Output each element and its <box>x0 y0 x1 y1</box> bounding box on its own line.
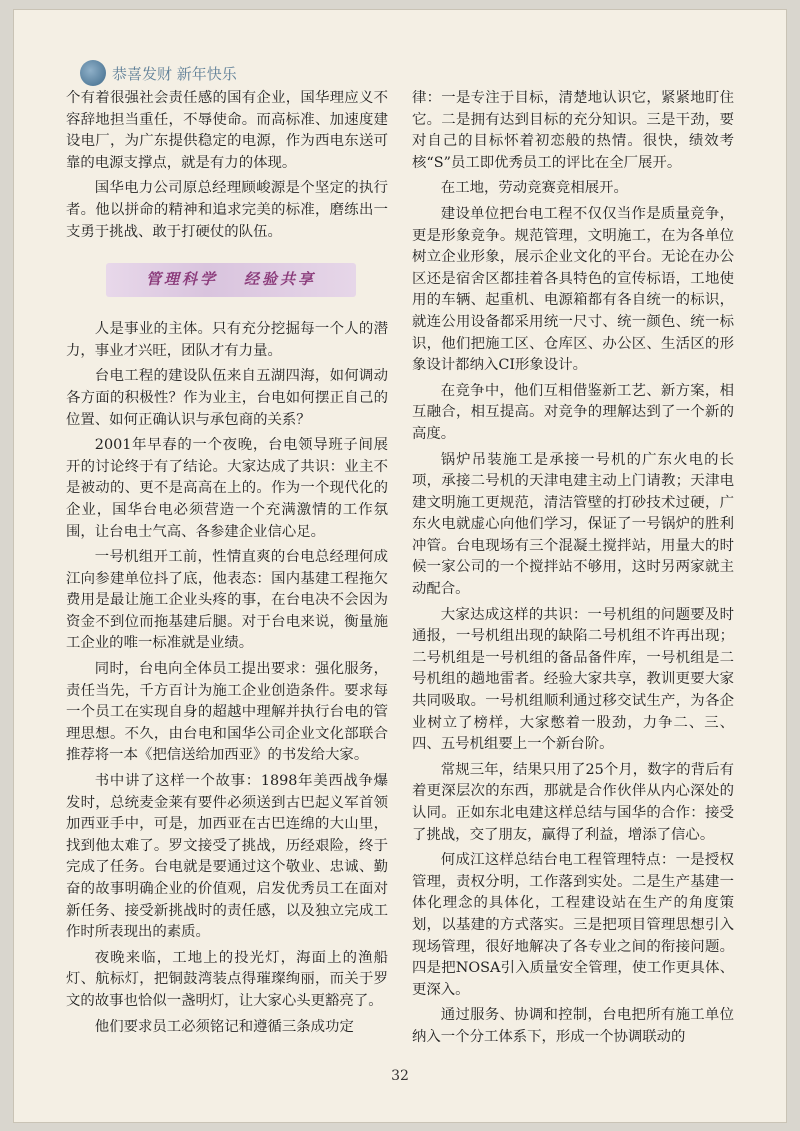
paragraph: 建设单位把台电工程不仅仅当作是质量竞争，更是形象竞争。规范管理，文明施工，在为各单位树立企业形象，展示企业文化的平台。无论在办公区还是宿舍区都挂着各具特色的宣传标语，工地使用的车辆、起重机、电源箱都有各自统一的标识，就连公用设备都采用统一尺寸、统一颜色、统一标识，他们把施工区、仓库区、办公区、生活区的形象设计都纳入CI形象设计。 <box>412 205 734 374</box>
paragraph: 一号机组开工前，性情直爽的台电总经理何成江向参建单位抖了底，他表态：国内基建工程拖欠费用是最让施工企业头疼的事，在台电决不会因为资金不到位而拖基建后腿。对于台电来说，衡量施工企业的唯一标准就是业绩。 <box>66 549 388 652</box>
paragraph: 个有着很强社会责任感的国有企业，国华理应义不容辞地担当重任，不辱使命。而高标准、加速度建设电厂，为广东提供稳定的电源，作为西电东送可靠的电源支撑点，就是有力的体现。 <box>66 90 388 171</box>
paragraph: 律：一是专注于目标，清楚地认识它，紧紧地盯住它。二是拥有达到目标的充分知识。三是干劲，要对自己的目标怀着初恋般的热情。很快，绩效考核“S”员工即优秀员工的评比在全厂展开。 <box>412 90 734 171</box>
paragraph: 在竞争中，他们互相借鉴新工艺、新方案，相互融合，相互提高。对竞争的理解达到了一个新的高度。 <box>412 382 734 442</box>
paragraph: 人是事业的主体。只有充分挖掘每一个人的潜力，事业才兴旺，团队才有力量。 <box>66 321 388 359</box>
paragraph: 何成江这样总结台电工程管理特点：一是授权管理，责权分明，工作落到实处。二是生产基建一体化理念的具体化，工程建设站在生产的角度策划，以基建的方式落实。三是把项目管理思想引入现场管理，很好地解决了各专业之间的衔接问题。四是把NOSA引入质量安全管理，使工作更具体、更深入。 <box>412 852 734 998</box>
paragraph: 在工地，劳动竞赛竞相展开。 <box>440 180 628 197</box>
paragraph: 常规三年，结果只用了25个月，数字的背后有着更深层次的东西，那就是合作伙伴从内心深处的认同。正如东北电建这样总结与国华的合作：接受了挑战，交了朋友，赢得了利益，增添了信心。 <box>412 761 734 843</box>
paragraph: 2001年早春的一个夜晚，台电领导班子间展开的讨论终于有了结论。大家达成了共识：业主不是被动的、更不是高高在上的。作为一个现代化的企业，国华台电必须营造一个充满激情的工作氛围，让台电士气高、各参建企业信心足。 <box>66 437 388 540</box>
right-column <box>412 88 734 1053</box>
paragraph: 国华电力公司原总经理顾峻源是个坚定的执行者。他以拼命的精神和追求完美的标准，磨练出一支勇于挑战、敢于打硬仗的队伍。 <box>66 180 388 240</box>
left-column <box>66 88 388 1042</box>
header-text: 恭喜发财 新年快乐 <box>112 64 237 83</box>
section-heading <box>106 263 356 297</box>
paragraph: 他们要求员工必须铭记和遵循三条成功定 <box>94 1018 354 1035</box>
section-heading-part2: 经验共享 <box>244 270 317 289</box>
lucky-logo-icon <box>80 60 106 86</box>
paragraph: 台电工程的建设队伍来自五湖四海，如何调动各方面的积极性？作为业主，台电如何摆正自己的位置、如何正确认识与承包商的关系？ <box>66 368 388 428</box>
paragraph: 夜晚来临，工地上的投光灯，海面上的渔船灯、航标灯，把铜鼓湾装点得璀璨绚丽，而关于罗文的故事也恰似一盏明灯，让大家心头更豁亮了。 <box>66 949 388 1009</box>
paragraph: 书中讲了这样一个故事：1898年美西战争爆发时，总统麦金莱有要件必须送到古巴起义军首领加西亚手中，可是，加西亚在古巴连绵的大山里，找到他太难了。罗文接受了挑战，历经艰险，终于完成了任务。台电就是要通过这个敬业、忠诚、勤奋的故事明确企业的价值观，启发优秀员工在面对新任务、接受新挑战时的责任感，以及独立完成工作时所表现出的素质。 <box>66 773 388 941</box>
section-heading-part1: 管理科学 <box>145 270 218 289</box>
page-number: 32 <box>391 1068 409 1084</box>
paragraph: 通过服务、协调和控制，台电把所有施工单位纳入一个分工体系下，形成一个协调联动的 <box>412 1007 734 1045</box>
running-header <box>80 56 237 90</box>
paragraph: 大家达成这样的共识：一号机组的问题要及时通报，一号机组出现的缺陷二号机组不许再出现；二号机组是一号机组的备品备件库，一号机组是二号机组的趟地雷者。经验大家共享，教训更要大家共同吸取。一号机组顺利通过移交试生产，为各企业树立了榜样，大家憋着一股劲，力争二、三、四、五号机组要上一个新台阶。 <box>412 606 734 753</box>
paragraph: 同时，台电向全体员工提出要求：强化服务，责任当先，千方百计为施工企业创造条件。要求每一个员工在实现自身的超越中理解并执行台电的管理思想。不久，由台电和国华公司企业文化部联合推荐将一本《把信送给加西亚》的书发给大家。 <box>66 661 388 764</box>
paragraph: 锅炉吊装施工是承接一号机的广东火电的长项，承接二号机的天津电建主动上门请教；天津电建文明施工更规范，清洁管壁的打砂技术过硬，广东火电就虚心向他们学习，保证了一号锅炉的胜利冲管。台电现场有三个混凝土搅拌站，用量大的时候一家公司的一个搅拌站不够用，这时另两家就主动配合。 <box>412 451 734 598</box>
